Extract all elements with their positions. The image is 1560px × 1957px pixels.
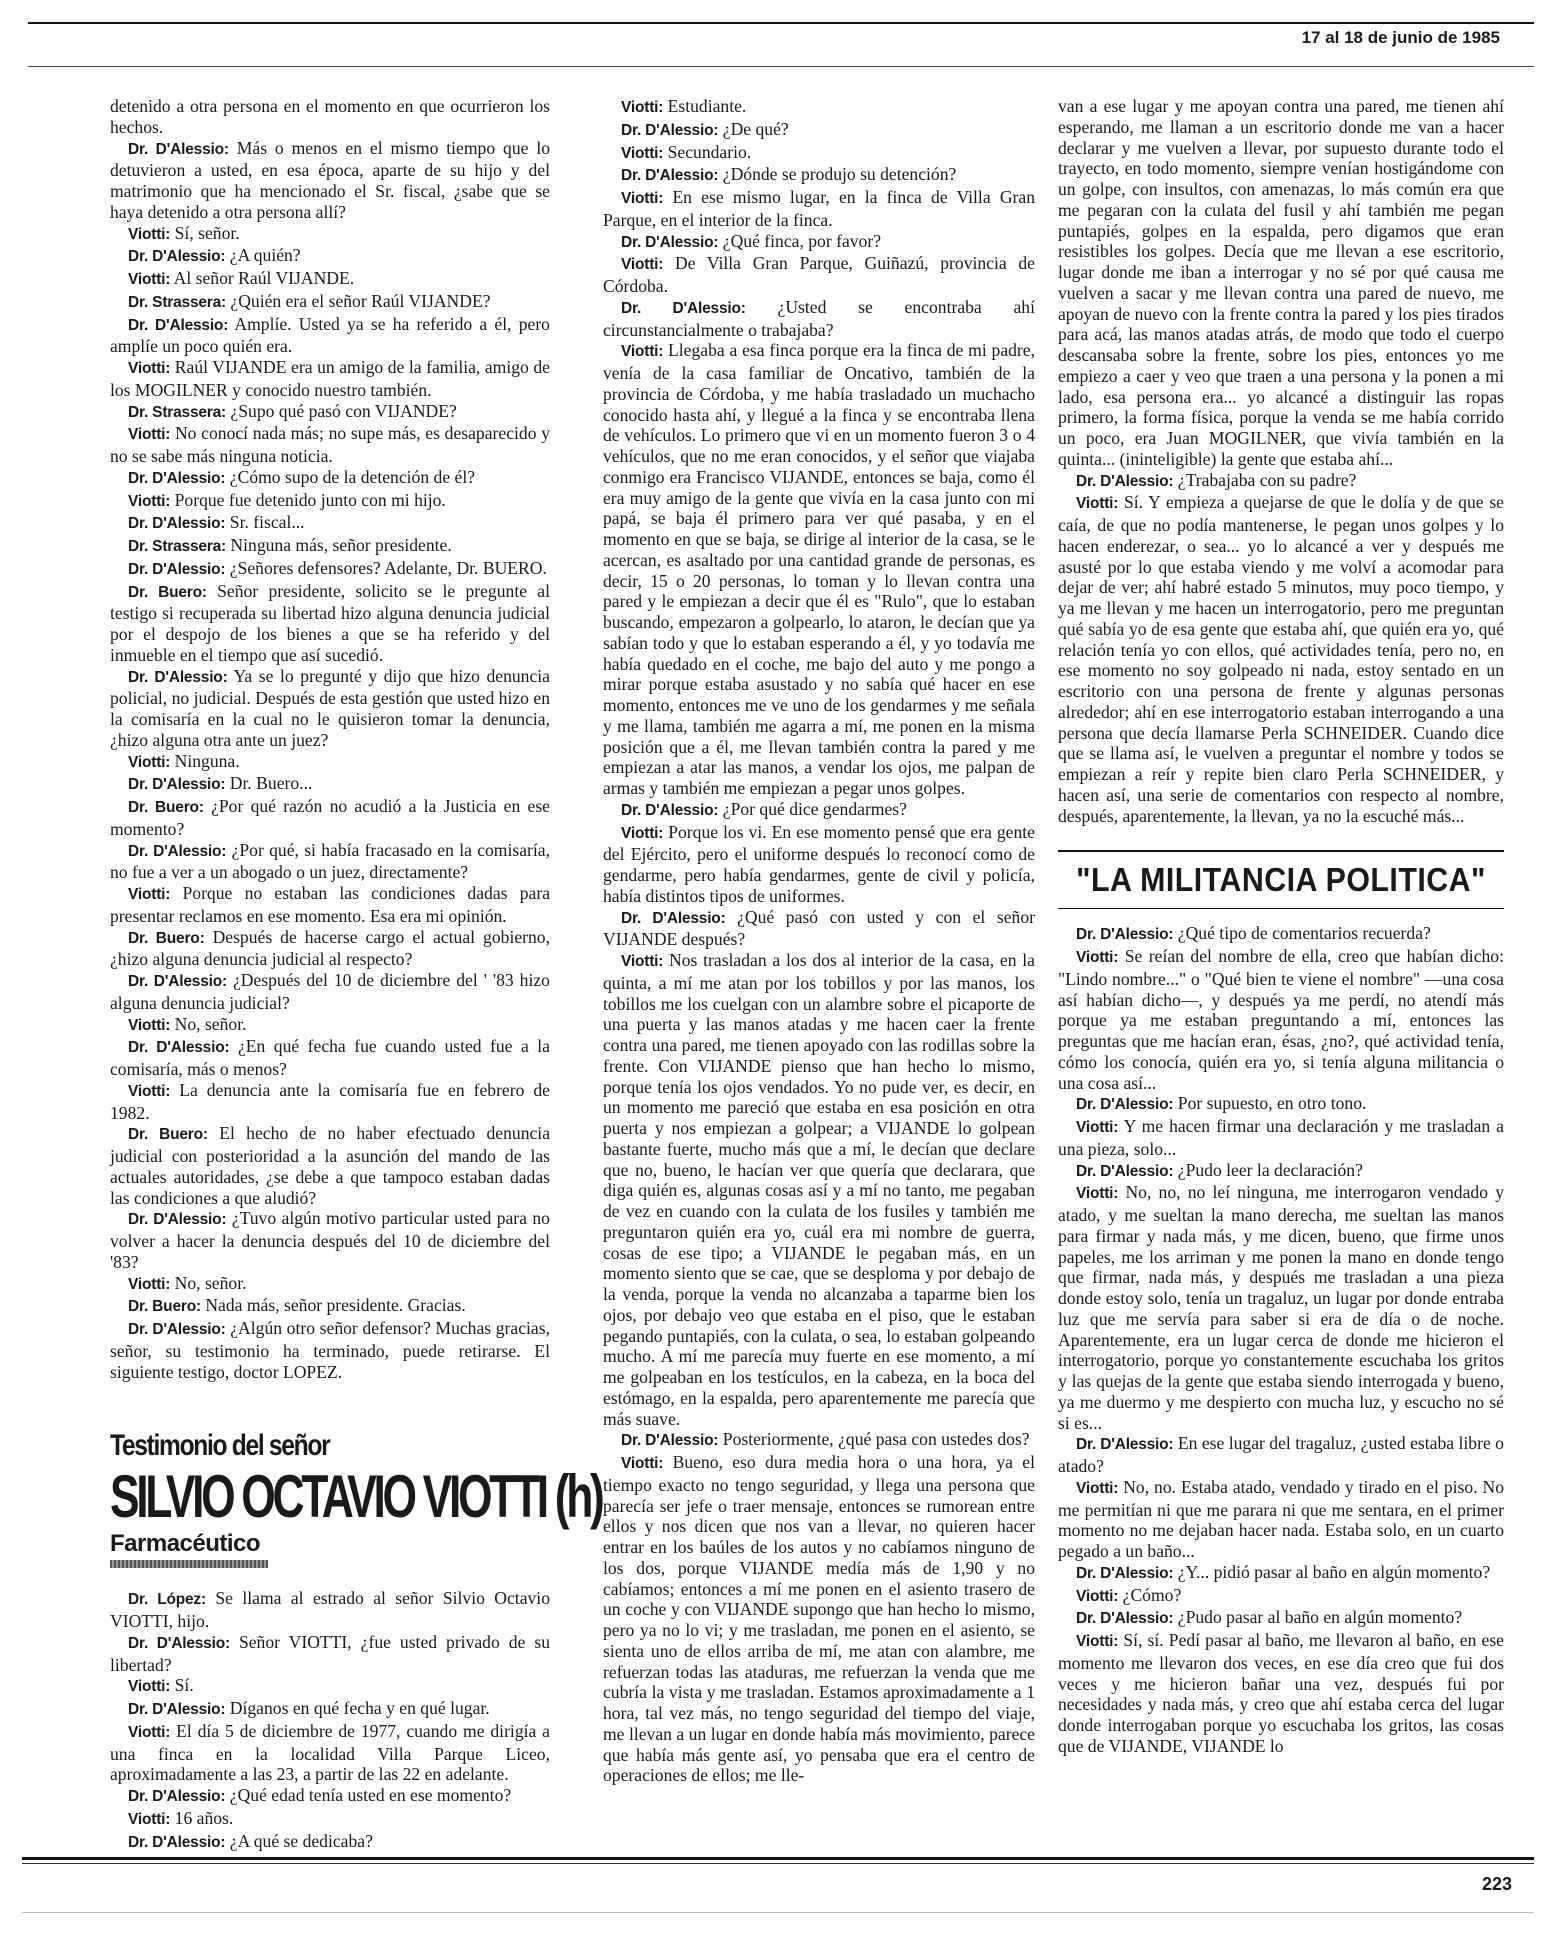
paragraph-text: ¿Qué finca, por favor? <box>722 230 882 251</box>
testimony-heading <box>110 1428 602 1568</box>
transcript-paragraph <box>110 840 550 884</box>
speaker-label: Viotti: <box>621 1455 664 1472</box>
col2-transcript <box>603 96 1035 1786</box>
transcript-paragraph <box>110 512 550 535</box>
paragraph-text: Y me hacen firmar una declaración y me trasladan a una pieza, solo... <box>1058 1116 1504 1159</box>
transcript-paragraph <box>110 773 550 796</box>
speaker-label: Dr. D'Alessio: <box>621 909 726 927</box>
speaker-label: Dr. Buero: <box>128 583 207 601</box>
transcript-paragraph <box>110 751 550 774</box>
transcript-paragraph <box>603 1452 1035 1786</box>
paragraph-text: Al señor Raúl VIJANDE. <box>173 268 355 288</box>
paragraph-text: Secundario. <box>667 141 752 162</box>
paragraph-text: ¿Dónde se produjo su detención? <box>722 164 957 185</box>
speaker-label: Dr. D'Alessio: <box>1076 472 1174 490</box>
transcript-paragraph <box>110 245 550 268</box>
paragraph-text: Sí, señor. <box>174 222 240 243</box>
speaker-label: Viotti: <box>128 1016 171 1034</box>
speaker-label: Dr. D'Alessio: <box>621 121 719 139</box>
transcript-paragraph <box>110 1632 550 1676</box>
heading-underline-bar <box>110 1560 268 1568</box>
speaker-label: Dr. D'Alessio: <box>128 1211 227 1229</box>
paragraph-text: Sí, sí. Pedí pasar al baño, me llevaron al baño, en ese momento me llevaron dos veces, en ese día creo que fui dos veces y me hicieron bañar una vez, después fui por necesidades y nada más, y creo que ahí estaba cerca del lugar donde interrogaban porque yo escuchaba los gritos, las cosas que de VIJANDE, VIJANDE lo <box>1058 1630 1504 1756</box>
paragraph-text: Porque los vi. En ese momento pensé que era gente del Ejército, pero el uniforme después lo reconocí como de gendarme, pero había gendarmes, gente de civil y policía, había distintos tipos de uniformes. <box>603 821 1035 906</box>
transcript-paragraph <box>110 357 550 401</box>
transcript-paragraph <box>110 1014 550 1037</box>
transcript-paragraph <box>1058 1607 1504 1630</box>
speaker-label: Viotti: <box>128 886 171 903</box>
speaker-label: Dr. Strassera: <box>128 538 227 555</box>
speaker-label: Viotti: <box>128 360 171 377</box>
transcript-paragraph <box>1058 492 1504 826</box>
paragraph-text: Bueno, eso dura media hora o una hora, ya el tiempo exacto no tengo seguridad, y llega una persona que parecía ser jefe o traer mensaje, entonces se rumorean entre ellos y nos dicen que nos van a llevar, no quieren hacer entrar en los baúles de los autos y no cabíamos ninguno de los dos, porque VIJANDE medía más de 1,90 y no cabíamos; entonces a mí me ponen en el asiento trasero de un coche y con VIJANDE supongo que han hecho lo mismo, pero ya no lo vi; y me trasladan, me ponen en el asiento, se sienta uno de ellos arriba de mí, me atan con alambre, me refuerzan todas las ataduras, me refuerzan la venda que me cubría la vista y me trasladan. Estamos aproximadamente a 1 hora, tal vez más, no tengo seguridad del tiempo del viaje, me llevan a un lugar en donde había más movimiento, parece que había más gente así, yo pensaba que era el centro de operaciones de ellos; me lle- <box>603 1452 1036 1786</box>
issue-date: 17 al 18 de junio de 1985 <box>1301 28 1500 47</box>
speaker-label: Dr. Strassera: <box>128 403 227 421</box>
transcript-paragraph <box>110 96 550 138</box>
paragraph-text: detenido a otra persona en el momento en que ocurrieron los hechos. <box>110 96 550 137</box>
transcript-paragraph <box>110 1698 550 1721</box>
paragraph-text: ¿Tuvo algún motivo particular usted para no volver a hacer la denuncia después del 10 de diciembre del '83? <box>110 1208 550 1272</box>
transcript-paragraph <box>603 187 1035 231</box>
paragraph-text: Sr. fiscal... <box>229 512 305 533</box>
transcript-paragraph <box>603 231 1035 254</box>
page-number: 223 <box>1481 1874 1512 1894</box>
paragraph-text: ¿A quién? <box>229 245 301 266</box>
transcript-paragraph <box>1058 1477 1504 1562</box>
transcript-paragraph <box>1058 470 1504 493</box>
footer-rule-faint <box>22 1912 1534 1913</box>
transcript-paragraph <box>1058 1182 1504 1433</box>
testimony-witness-name: SILVIO OCTAVIO VIOTTI (h) <box>110 1463 602 1531</box>
paragraph-text: No conocí nada más; no supe más, es desaparecido y no se sabe más ninguna noticia. <box>110 423 550 466</box>
footer-rule-thin <box>22 1863 1534 1864</box>
speaker-label: Dr. D'Alessio: <box>621 167 719 185</box>
paragraph-text: ¿Qué pasó con usted y con el señor VIJANDE después? <box>603 906 1035 950</box>
transcript-paragraph <box>110 490 550 513</box>
transcript-paragraph <box>110 883 550 927</box>
speaker-label: Dr. D'Alessio: <box>128 1833 226 1851</box>
transcript-paragraph <box>110 1785 550 1808</box>
paragraph-text: Raúl VIJANDE era un amigo de la familia, amigo de los MOGILNER y conocido nuestro también. <box>110 357 550 400</box>
paragraph-text: ¿Usted se encontraba ahí circunstancialmente o trabajaba? <box>603 296 1035 340</box>
transcript-paragraph <box>603 340 1035 799</box>
transcript-paragraph <box>110 1273 550 1296</box>
transcript-paragraph <box>110 1721 550 1785</box>
paragraph-text: Se reían del nombre de ella, creo que habían dicho: "Lindo nombre..." o "Qué bien te viene el nombre" —una cosa así habían dicho—, y después ya me perdí, no atendí más porque ya me estaban preguntando a mí, entonces las preguntas que me hacían eran, ésas, ¿no?, qué actividad tenía, cómo los conocía, quién era yo, si tenía alguna militancia o una cosa así... <box>1058 946 1504 1093</box>
transcript-paragraph <box>110 138 550 223</box>
transcript-paragraph <box>110 314 550 358</box>
testimony-witness-profession: Farmacéutico <box>110 1530 261 1558</box>
transcript-paragraph <box>1058 946 1504 1093</box>
col1-transcript-2 <box>110 1588 550 1853</box>
transcript-paragraph <box>1058 1116 1504 1160</box>
transcript-paragraph <box>110 1831 550 1854</box>
transcript-paragraph <box>110 291 550 314</box>
paragraph-text: De Villa Gran Parque, Guiñazú, provincia de Córdoba. <box>603 253 1035 296</box>
speaker-label: Viotti: <box>1076 1633 1119 1650</box>
paragraph-text: ¿Supo qué pasó con VIJANDE? <box>230 400 457 421</box>
paragraph-text: No, no, no leí ninguna, me interrogaron vendado y atado, y me sueltan la mano derecha, me sueltan las manos para firmar y nada más, y me dicen, bueno, que firme unos papeles, me los arriman y me ponen la mano en donde tengo que firmar, nada más, y después me trasladan a una pieza donde estoy solo, tenía un tragaluz, un lugar por donde entraba luz que me servía para saber si era de día o de noche. Aparentemente, era un lugar cerca de donde me hicieron el interrogatorio, porque yo constantemente escuchaba los gritos y las quejas de la gente que estaba siendo interrogada y bueno, ya me duermo y me despierto con mucha luz, y escucho no sé si es... <box>1058 1182 1504 1433</box>
transcript-paragraph <box>1058 1562 1504 1585</box>
speaker-label: Viotti: <box>621 99 664 116</box>
transcript-paragraph <box>110 401 550 424</box>
transcript-paragraph <box>1058 1160 1504 1183</box>
section-rule-top <box>1058 850 1504 852</box>
speaker-label: Dr. D'Alessio: <box>128 842 227 860</box>
speaker-label: Viotti: <box>128 225 171 243</box>
transcript-paragraph <box>110 1588 550 1632</box>
transcript-paragraph <box>603 253 1035 297</box>
speaker-label: Dr. Buero: <box>128 929 205 947</box>
speaker-label: Dr. D'Alessio: <box>128 1321 226 1338</box>
paragraph-text: Después de hacerse cargo el actual gobierno, ¿hizo alguna denuncia judicial al respecto? <box>110 926 550 970</box>
transcript-paragraph <box>110 1208 550 1272</box>
speaker-label: Viotti: <box>1076 1479 1119 1497</box>
paragraph-text: 16 años. <box>174 1807 234 1828</box>
speaker-label: Dr. D'Alessio: <box>1076 1610 1174 1628</box>
speaker-label: Dr. D'Alessio: <box>128 515 226 533</box>
speaker-label: Viotti: <box>128 492 171 510</box>
transcript-paragraph <box>603 1429 1035 1452</box>
speaker-label: Dr. D'Alessio: <box>621 801 719 819</box>
speaker-label: Dr. D'Alessio: <box>128 469 226 487</box>
transcript-paragraph <box>1058 1585 1504 1608</box>
paragraph-text: ¿A qué se dedicaba? <box>229 1830 373 1851</box>
paragraph-text: Señor presidente, solicito se le pregunte al testigo si recuperada su libertad hizo alguna denuncia judicial por el despojo de los bienes a que se ha referido y del inmueble en el tiempo que así sucedió. <box>110 580 550 665</box>
speaker-label: Dr. D'Alessio: <box>1076 1564 1174 1582</box>
transcript-paragraph <box>110 927 550 971</box>
paragraph-text: Llegaba a esa finca porque era la finca de mi padre, venía de la casa familiar de Oncativo, también de la provincia de Córdoba, y me había trasladado un muchacho conocido hasta ahí, y llegué a la finca y se encontraba llena de vehículos. Lo primero que vi en un momento fueron 3 o 4 vehículos, que no me eran conocidos, y el señor que viajaba conmigo era Francisco VIJANDE, entonces se baja, como él era muy amigo de la gente que vivía en la casa junto con mi papá, se baja él primero para ver qué pasaba, y en el momento en que se baja, se dirige al interior de la casa, se le acercan, es asaltado por una cantidad grande de personas, es decir, 15 o 20 personas, lo toman y lo llevan contra una pared y le empiezan a decir que él es "Rulo", que lo estaban buscando, empezaron a golpearlo, lo ataron, le decían que ya sabían todo y que lo estaban esperando a él, y yo todavía me había quedado en el coche, me bajo del auto y me pongo a mirar porque estaba asustado y no sabía qué hacer en ese momento, entonces me ve uno de los gendarmes y me señala y me llama, también me agarra a mí, me ponen en la misma posición que a él, me llevan también contra la pared y me empiezan a atar las manos, a vendar los ojos, me palpan de armas y también me empiezan a pegar unos golpes. <box>603 340 1035 798</box>
transcript-paragraph <box>603 164 1035 187</box>
speaker-label: Dr. D'Alessio: <box>128 316 229 334</box>
speaker-label: Viotti: <box>1076 495 1119 513</box>
transcript-paragraph <box>110 535 550 558</box>
paragraph-text: ¿Por qué, si había fracasado en la comisaría, no fue a ver a un abogado o un juez, directamente? <box>110 839 550 883</box>
speaker-label: Viotti: <box>621 190 664 207</box>
speaker-label: Viotti: <box>1076 1119 1119 1136</box>
paragraph-text: ¿Pudo pasar al baño en algún momento? <box>1177 1607 1463 1628</box>
speaker-label: Dr. D'Alessio: <box>621 1432 719 1450</box>
transcript-paragraph <box>110 223 550 246</box>
column-2 <box>603 96 1035 1786</box>
speaker-label: Dr. D'Alessio: <box>128 776 226 794</box>
speaker-label: Viotti: <box>1076 949 1119 966</box>
transcript-paragraph <box>603 119 1035 142</box>
paragraph-text: Ya se lo pregunté y dijo que hizo denuncia policial, no judicial. Después de esta gestión que usted hizo en la comisaría en la cual no le quisieron tomar la denuncia, ¿hizo alguna otra ante un juez? <box>110 665 550 750</box>
paragraph-text: Por supuesto, en otro tono. <box>1177 1093 1367 1114</box>
paragraph-text: Se llama al estrado al señor Silvio Octavio VIOTTI, hijo. <box>110 1588 550 1631</box>
transcript-paragraph <box>603 799 1035 822</box>
paragraph-text: ¿Señores defensores? Adelante, Dr. BUERO. <box>229 557 547 578</box>
paragraph-text: No, señor. <box>174 1272 247 1293</box>
transcript-paragraph <box>110 1808 550 1831</box>
transcript-paragraph <box>1058 1093 1504 1116</box>
paragraph-text: No, señor. <box>174 1013 247 1034</box>
header-rule <box>28 22 1534 24</box>
section-title: "LA MILITANCIA POLITICA" <box>1076 861 1486 899</box>
transcript-paragraph <box>1058 923 1504 946</box>
paragraph-text: Posteriormente, ¿qué pasa con ustedes dos? <box>722 1429 1030 1450</box>
speaker-label: Dr. Buero: <box>128 1298 201 1316</box>
paragraph-text: van a ese lugar y me apoyan contra una pared, me tienen ahí esperando, me llaman a un escritorio donde me van a hacer declarar y me vuelven a llevar, por supuesto durante todo el trayecto, en todo momento, siempre venían hostigándome con un golpe, con insultos, con amenazas, lo más común era que me pegaran con la culata del fusil y ahí también me pegan puntapiés, golpes en la espalda, pero digamos que eran resistibles los golpes. Decía que me llevan a ese escritorio, lugar donde me iban a interrogar y no sé por qué causa me vuelven a sacar y me llevan contra una pared de nuevo, me apoyan de nuevo con la frente contra la pared y los pies tirados para acá, las manos atadas atrás, de modo que todo el cuerpo descansaba sobre la frente, sobre los pies, entonces yo me empiezo a caer y veo que traen a una persona y la ponen a mi lado, esa persona era... yo alcancé a distinguir las ropas primero, la forma física, porque la venda se me había corrido un poco, era Juan MOGILNER, que vivía también en la quinta... (ininteligible) la gente que estaba ahí... <box>1058 96 1504 469</box>
speaker-label: Dr. López: <box>128 1591 206 1609</box>
speaker-label: Viotti: <box>128 753 171 771</box>
speaker-label: Viotti: <box>621 144 664 162</box>
speaker-label: Viotti: <box>128 1810 171 1828</box>
speaker-label: Dr. Buero: <box>128 1126 208 1144</box>
col1-transcript <box>110 96 550 1382</box>
speaker-label: Viotti: <box>128 1723 171 1741</box>
paragraph-text: Sí. Y empieza a quejarse de que le dolía y de que se caía, de que no podía mantenerse, le pegan unos golpes y lo hacen enderezar, o sea... yo lo alcancé a ver y después me asusté por lo que estaba viendo y me volví a acomodar para dejar de ver; ahí habré estado 5 minutos, muy poco tiempo, y ya me llevan y me hacen un interrogatorio, pero me preguntan qué sabía yo de esa gente que estaba ahí, que quién era yo, qué relación tenía yo con ellos, qué actividades tenía, pero no, en ese momento no soy golpeado ni nada, estoy sentado en un escritorio con una persona de frente y algunas personas alrededor; ahí en ese interrogatorio estaban interrogando a una persona que decía llamarse Perla SCHNEIDER. Cuando dice que se llama así, le vuelven a preguntar el nombre y todos se empiezan a reír y repite bien claro Perla SCHNEIDER, y hacen así, una serie de comentarios con respecto al nombre, después, aparentemente, la llevan, ya no la escuché más... <box>1058 492 1504 826</box>
transcript-paragraph <box>110 1080 550 1124</box>
speaker-label: Dr. D'Alessio: <box>128 248 226 266</box>
speaker-label: Dr. D'Alessio: <box>1076 1096 1174 1114</box>
paragraph-text: Más o menos en el mismo tiempo que lo detuvieron a usted, en esa época, aparte de su hijo y del matrimonio que ha mencionado el Sr. fiscal, ¿sabe que se haya detenido a otra persona allí? <box>110 137 550 222</box>
transcript-paragraph <box>603 96 1035 119</box>
speaker-label: Dr. D'Alessio: <box>1076 1162 1174 1180</box>
speaker-label: Viotti: <box>621 343 664 361</box>
paragraph-text: Estudiante. <box>667 96 747 116</box>
paragraph-text: Porque no estaban las condiciones dadas para presentar reclamos en ese momento. Esa era mi opinión. <box>110 883 550 926</box>
column-1 <box>110 96 602 1853</box>
paragraph-text: El día 5 de diciembre de 1977, cuando me dirigía a una finca en la localidad Villa Parque Liceo, aproximadamente a las 23, a partir de las 22 en adelante. <box>110 1720 550 1785</box>
transcript-paragraph <box>110 1036 550 1080</box>
transcript-paragraph <box>603 907 1035 951</box>
testimony-heading-line1: Testimonio del señor <box>110 1429 330 1463</box>
speaker-label: Dr. D'Alessio: <box>621 233 719 251</box>
paragraph-text: ¿En qué fecha fue cuando usted fue a la comisaría, más o menos? <box>110 1036 550 1079</box>
paragraph-text: En ese lugar del tragaluz, ¿usted estaba libre o atado? <box>1058 1433 1504 1476</box>
section-rule-bottom <box>1058 908 1504 909</box>
speaker-label: Dr. D'Alessio: <box>128 1039 230 1057</box>
paragraph-text: El hecho de no haber efectuado denuncia judicial con posterioridad a la asunción del mando de las actuales autoridades, ¿se debe a que tampoco estaban dadas las condiciones a que aludió? <box>110 1123 551 1208</box>
transcript-paragraph <box>110 423 550 467</box>
paragraph-text: Sí. <box>174 1675 194 1696</box>
footer-rule <box>22 1857 1534 1860</box>
paragraph-text: Ninguna. <box>174 750 240 771</box>
speaker-label: Dr. D'Alessio: <box>128 1701 226 1718</box>
speaker-label: Viotti: <box>128 271 171 288</box>
speaker-label: Dr. D'Alessio: <box>621 299 746 317</box>
speaker-label: Viotti: <box>128 426 171 444</box>
transcript-paragraph <box>110 1675 550 1698</box>
paragraph-text: Nos trasladan a los dos al interior de la casa, en la quinta, a mí me atan por los tobillos y por las manos, los tobillos me los cuelgan con un alambre sobre el picaporte de una puerta y las manos atadas y me hacen caer la frente contra una pared, me tienen apoyado con las rodillas sobre la frente. Con VIJANDE pienso que han hecho lo mismo, porque tenía los ojos vendados. Yo no pude ver, es decir, en un momento me pareció que estaba en esa posición en otra puerta y nos empiezan a golpear; a VIJANDE lo golpean bastante fuerte, mucho más que a mí, le decían que declare que no, bueno, le hacían ver que quería que declarara, que diga quién es, algunas cosas así y a mí no tanto, me pegaban de vez en cuando con la culata de los fusiles y también me preguntaron quién era yo, cuál era mi nombre de guerra, cosas de ese tipo; a VIJANDE le pegaban más, en un momento siento que se cae, que se desploma y por debajo de la venda, porque la venda no alcanzaba a taparme bien los ojos, por debajo veo que estaba en el piso, que le estaban pegando puntapiés, con la culata, o sea, lo estaban golpeando mucho. A mí me parecía muy fuerte en ese momento, a mí me golpeaban en los testículos, en la cabeza, en la boca del estómago, en la espalda, pero aparentemente me parecía que más suave. <box>603 950 1035 1429</box>
transcript-paragraph <box>110 1123 550 1208</box>
paragraph-text: ¿Qué tipo de comentarios recuerda? <box>1177 923 1431 944</box>
speaker-label: Dr. D'Alessio: <box>128 560 226 578</box>
speaker-label: Dr. D'Alessio: <box>128 1634 230 1652</box>
transcript-paragraph <box>1058 1630 1504 1757</box>
column-3 <box>1058 96 1504 1757</box>
transcript-paragraph <box>110 581 550 666</box>
header-rule-thin <box>28 66 1534 67</box>
paragraph-text: No, no. Estaba atado, vendado y tirado en el piso. No me permitían ni que me parara ni que me sentara, en el primer momento no me dejaban hacer nada. Estaba solo, en un cuarto pegado a un baño... <box>1058 1476 1504 1561</box>
paragraph-text: En ese mismo lugar, en la finca de Villa Gran Parque, en el interior de la finca. <box>603 187 1035 230</box>
speaker-label: Viotti: <box>1076 1185 1119 1203</box>
paragraph-text: ¿De qué? <box>722 118 789 139</box>
paragraph-text: La denuncia ante la comisaría fue en febrero de 1982. <box>110 1079 550 1123</box>
paragraph-text: ¿Algún otro señor defensor? Muchas gracias, señor, su testimonio ha terminado, puede retirarse. El siguiente testigo, doctor LOPEZ. <box>110 1318 550 1382</box>
transcript-paragraph <box>110 268 550 291</box>
paragraph-text: ¿Por qué razón no acudió a la Justicia en ese momento? <box>110 796 550 839</box>
paragraph-text: Señor VIOTTI, ¿fue usted privado de su libertad? <box>110 1631 550 1675</box>
transcript-paragraph <box>110 1318 550 1382</box>
paragraph-text: ¿Después del 10 de diciembre del ' '83 hizo alguna denuncia judicial? <box>110 970 550 1013</box>
speaker-label: Dr. D'Alessio: <box>128 668 228 686</box>
paragraph-text: Porque fue detenido junto con mi hijo. <box>174 489 446 510</box>
transcript-paragraph <box>603 822 1035 907</box>
transcript-paragraph <box>110 796 550 840</box>
paragraph-text: Dr. Buero... <box>229 773 313 794</box>
speaker-label: Viotti: <box>128 1082 171 1100</box>
paragraph-text: ¿Pudo leer la declaración? <box>1177 1159 1363 1180</box>
paragraph-text: ¿Trabajaba con su padre? <box>1177 469 1357 490</box>
transcript-paragraph <box>110 467 550 490</box>
paragraph-text: Díganos en qué fecha y en qué lugar. <box>229 1698 490 1718</box>
paragraph-text: Ninguna más, señor presidente. <box>230 535 452 555</box>
paragraph-text: ¿Cómo supo de la detención de él? <box>229 466 476 487</box>
speaker-label: Viotti: <box>621 256 664 274</box>
paragraph-text: ¿Por qué dice gendarmes? <box>722 798 907 819</box>
speaker-label: Dr. D'Alessio: <box>128 973 227 990</box>
paragraph-text: ¿Cómo? <box>1122 1584 1182 1605</box>
speaker-label: Dr. Buero: <box>128 799 204 816</box>
speaker-label: Viotti: <box>128 1275 171 1293</box>
speaker-label: Dr. D'Alessio: <box>1076 1436 1174 1454</box>
speaker-label: Viotti: <box>621 824 664 842</box>
transcript-paragraph <box>603 297 1035 341</box>
transcript-paragraph <box>1058 96 1504 470</box>
speaker-label: Dr. D'Alessio: <box>128 1788 226 1805</box>
speaker-label: Dr. Strassera: <box>128 293 227 311</box>
speaker-label: Viotti: <box>1076 1587 1119 1605</box>
col3-transcript <box>1058 96 1504 826</box>
paragraph-text: ¿Y... pidió pasar al baño en algún momento? <box>1177 1561 1491 1582</box>
speaker-label: Viotti: <box>621 953 664 970</box>
speaker-label: Dr. D'Alessio: <box>1076 926 1174 944</box>
speaker-label: Viotti: <box>128 1678 171 1696</box>
transcript-paragraph <box>1058 1433 1504 1477</box>
col3-transcript-2 <box>1058 923 1504 1756</box>
transcript-paragraph <box>603 950 1035 1429</box>
transcript-paragraph <box>110 1295 550 1318</box>
paragraph-text: Amplíe. Usted ya se ha referido a él, pero amplíe un poco quién era. <box>110 313 550 357</box>
paragraph-text: Nada más, señor presidente. Gracias. <box>205 1295 466 1316</box>
transcript-paragraph <box>110 666 550 751</box>
transcript-paragraph <box>110 558 550 581</box>
paragraph-text: ¿Quién era el señor Raúl VIJANDE? <box>230 290 491 311</box>
transcript-paragraph <box>110 970 550 1014</box>
speaker-label: Dr. D'Alessio: <box>128 140 229 158</box>
paragraph-text: ¿Qué edad tenía usted en ese momento? <box>229 1785 512 1805</box>
transcript-paragraph <box>603 142 1035 165</box>
